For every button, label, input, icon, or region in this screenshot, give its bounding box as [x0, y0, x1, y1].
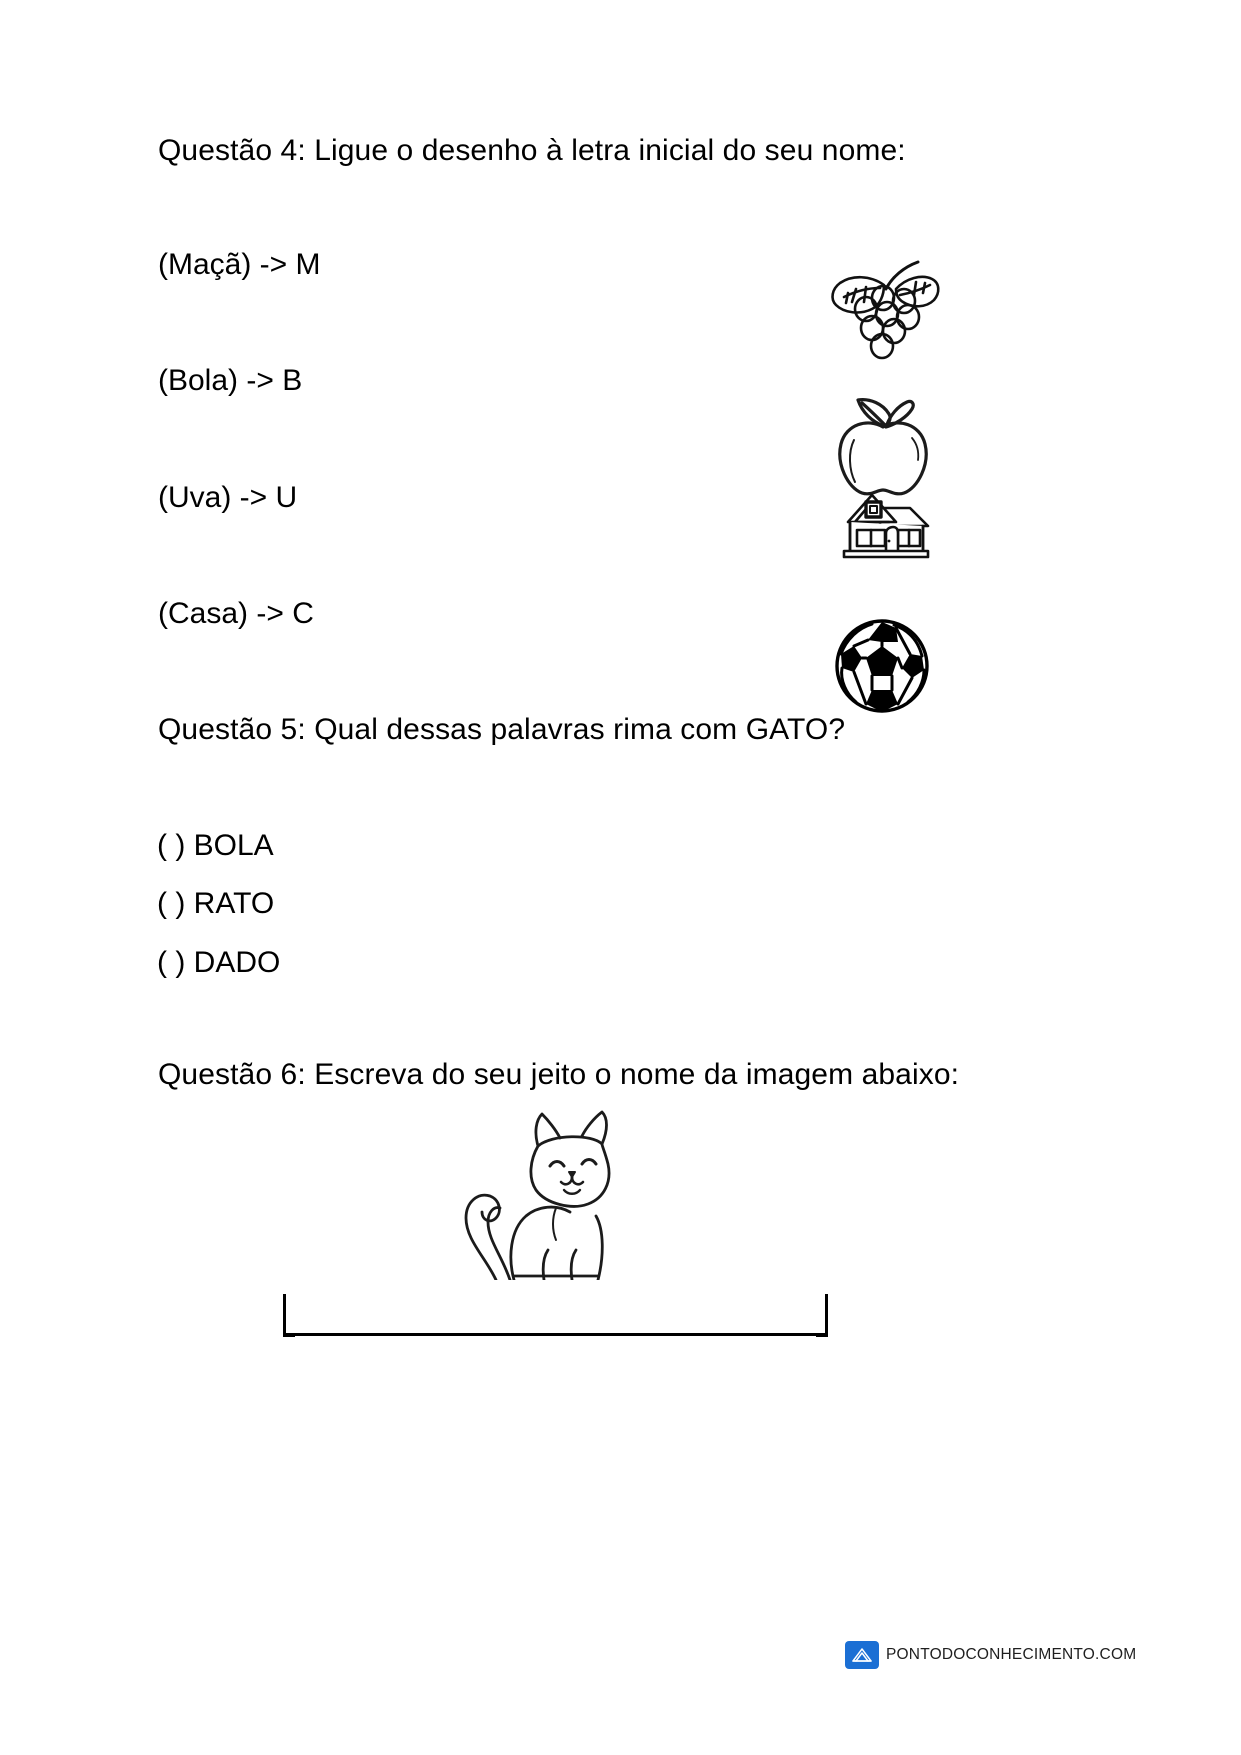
question-5-option-rato[interactable]: ( ) RATO: [157, 887, 275, 920]
site-logo-icon: [845, 1641, 879, 1669]
answer-bracket-left: [283, 1294, 295, 1337]
question-4-pair-uva: (Uva) -> U: [158, 481, 298, 514]
question-5-option-dado[interactable]: ( ) DADO: [157, 946, 281, 979]
question-6-answer-field[interactable]: [283, 1294, 828, 1336]
grapes-illustration: [826, 245, 942, 365]
question-6-heading: Questão 6: Escreva do seu jeito o nome da imagem abaixo:: [158, 1058, 960, 1091]
answer-bracket-right: [816, 1294, 828, 1337]
soccer-ball-illustration: [832, 618, 932, 714]
apple-illustration: [828, 382, 938, 497]
watermark-text: PONTODOCONHECIMENTO.COM: [886, 1646, 1137, 1663]
watermark: [845, 1641, 1136, 1669]
answer-rule: [285, 1333, 826, 1336]
question-4-heading: Questão 4: Ligue o desenho à letra inicial do seu nome:: [158, 134, 906, 167]
question-4-pair-maca: (Maçã) -> M: [158, 248, 321, 281]
question-5-heading: Questão 5: Qual dessas palavras rima com GATO?: [158, 713, 846, 746]
question-4-pair-bola: (Bola) -> B: [158, 364, 303, 397]
question-5-option-bola[interactable]: ( ) BOLA: [157, 829, 274, 862]
question-4-pair-casa: (Casa) -> C: [158, 597, 314, 630]
house-illustration: [828, 482, 938, 562]
cat-illustration: [452, 1090, 632, 1280]
